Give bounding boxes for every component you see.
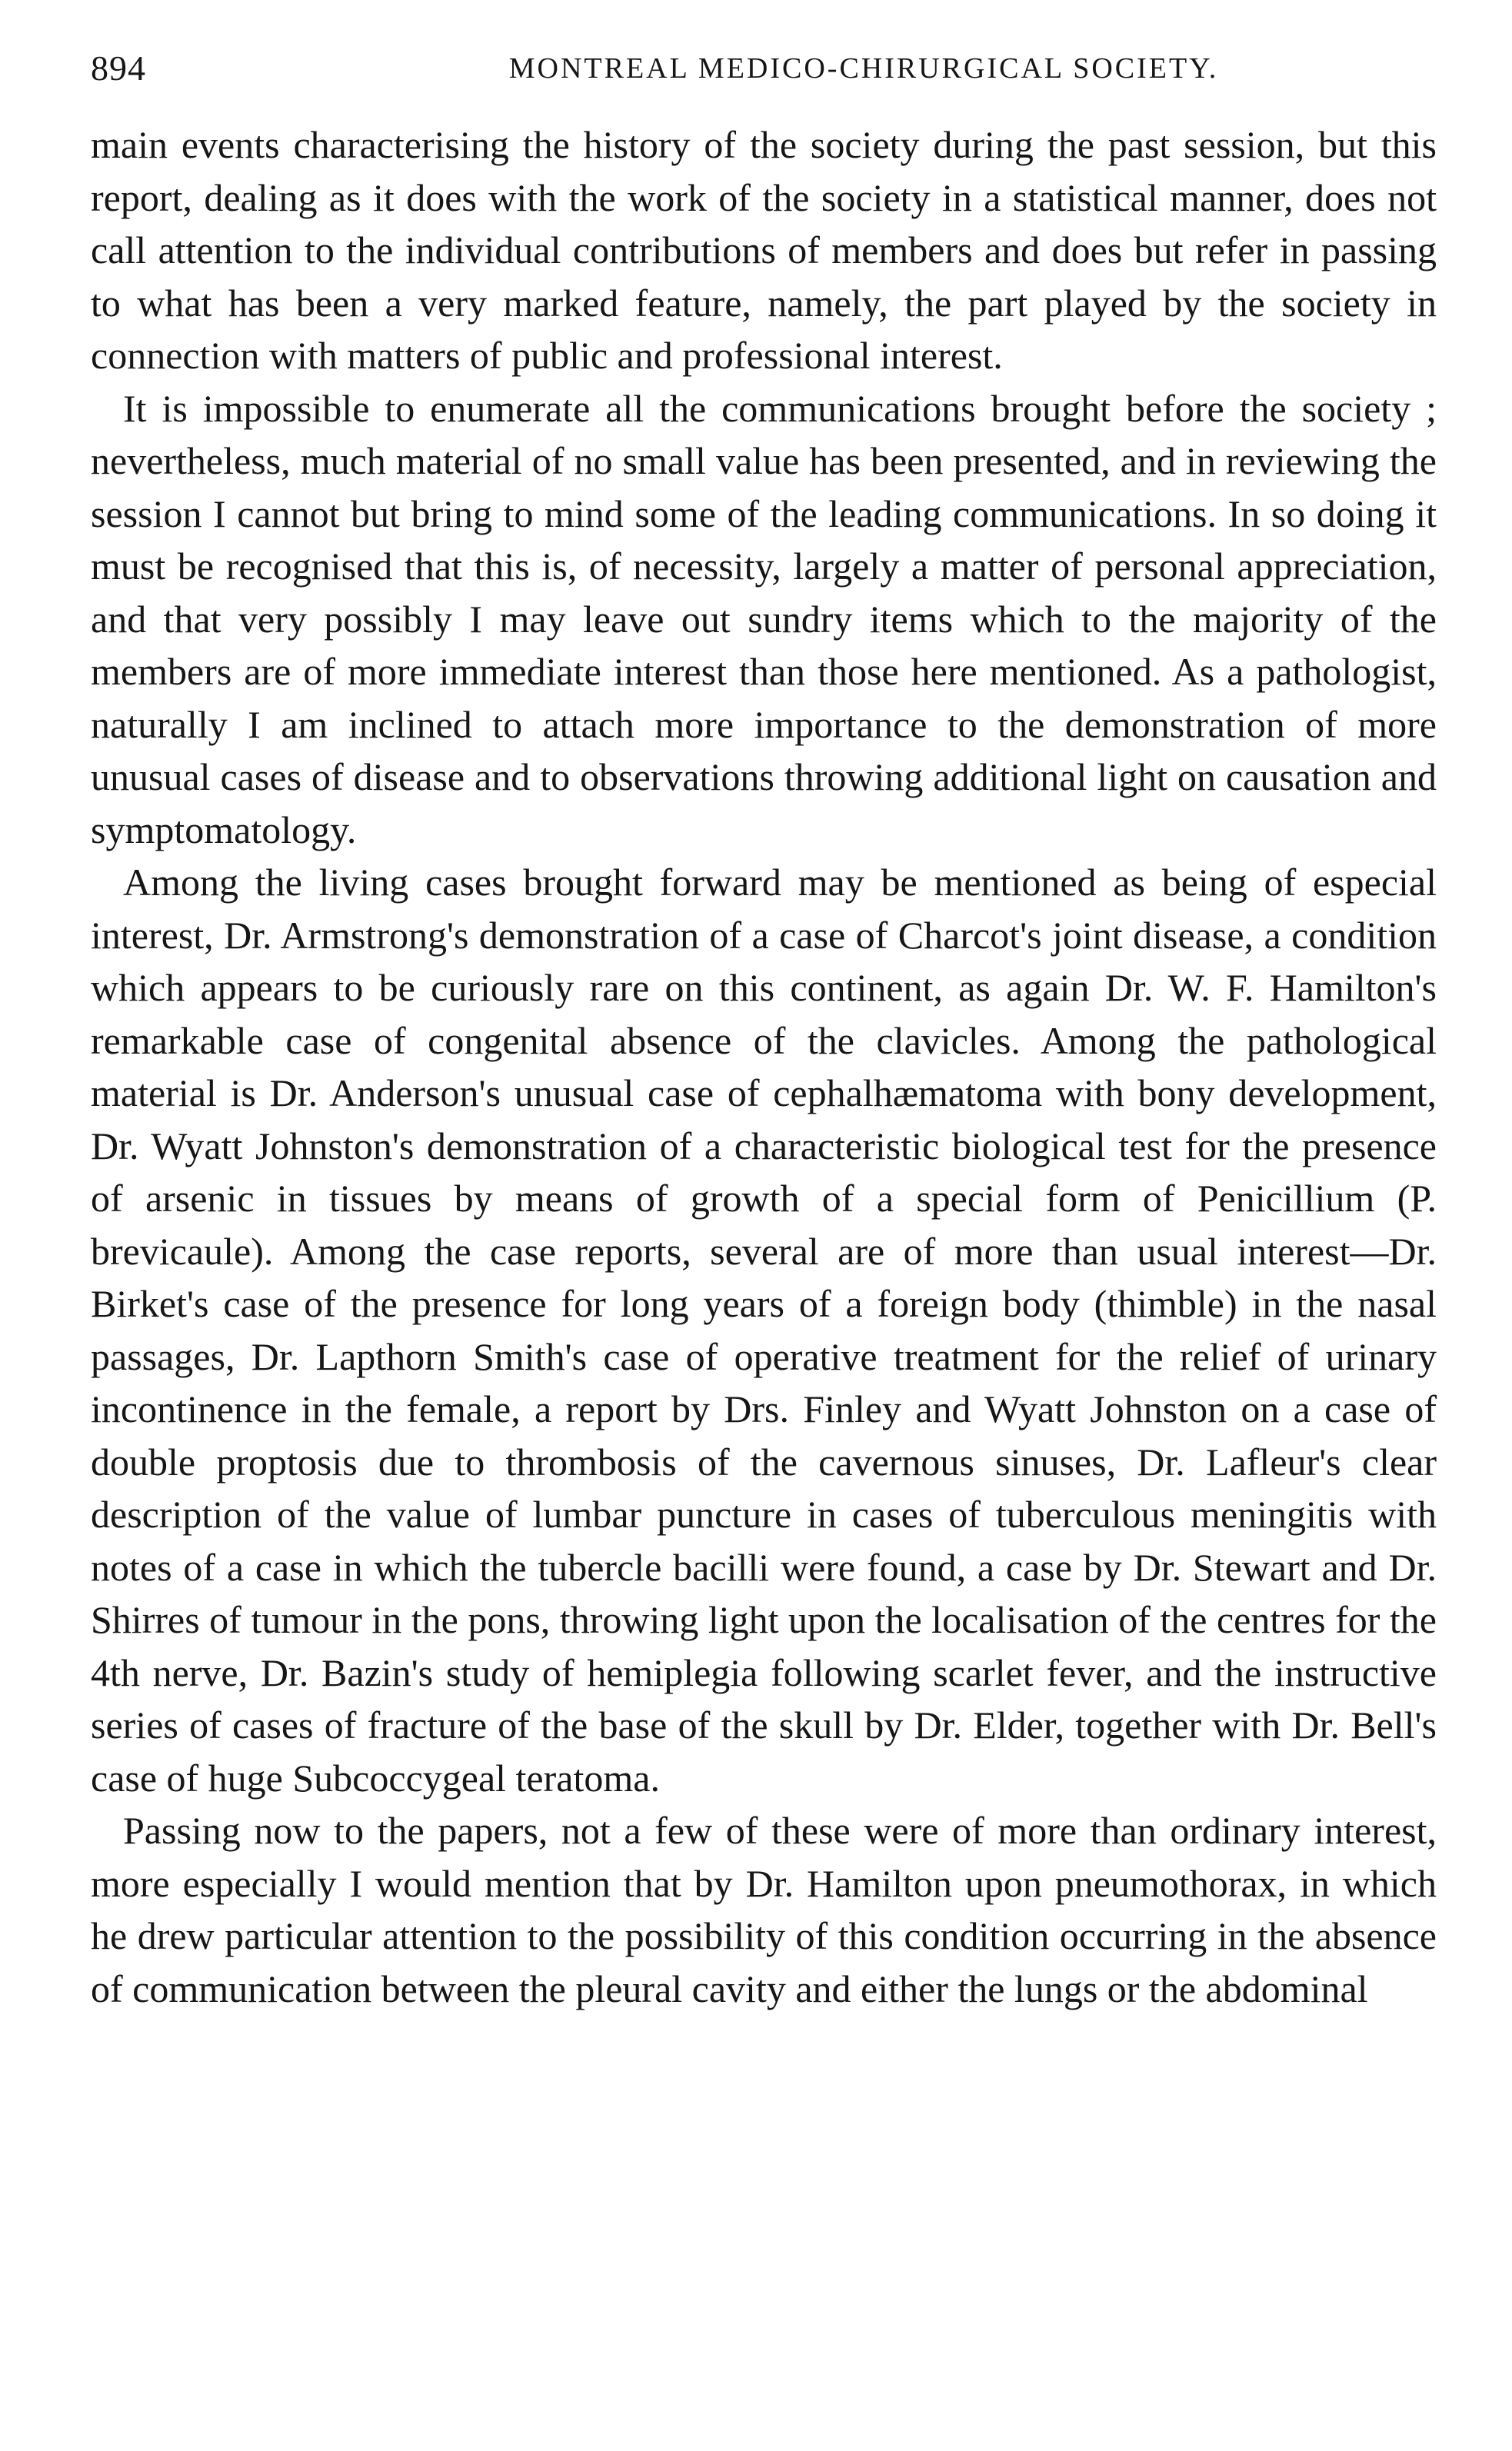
running-title: MONTREAL MEDICO-CHIRURGICAL SOCIETY. — [508, 52, 1219, 85]
body-text — [91, 118, 1437, 2015]
book-page — [91, 34, 1437, 2015]
paragraph-living-cases: Among the living cases brought forward may be mentioned as being of especial interest, Dr. Armstrong's demonstration of a case of Charcot's joint disease, a condition which appears to be curiously rare on this continent, as again Dr. W. F. Hamilton's remarkable case of congenital absence of the clavicles. Among the pathological material is Dr. Anderson's unusual case of cephalhæmatoma with bony development, Dr. Wyatt Johnston's demonstration of a characteristic biological test for the presence of arsenic in tissues by means of growth of a special form of Penicillium (P. brevicaule). Among the case reports, several are of more than usual interest—Dr. Birket's case of the presence for long years of a foreign body (thimble) in the nasal passages, Dr. Lapthorn Smith's case of operative treatment for the relief of urinary incontinence in the female, a report by Drs. Finley and Wyatt Johnston on a case of double proptosis due to thrombosis of the cavernous sinuses, Dr. Lafleur's clear description of the value of lumbar puncture in cases of tuberculous meningitis with notes of a case in which the tubercle bacilli were found, a case by Dr. Stewart and Dr. Shirres of tumour in the pons, throwing light upon the localisation of the centres for the 4th nerve, Dr. Bazin's study of hemiplegia following scarlet fever, and the instructive series of cases of fracture of the base of the skull by Dr. Elder, together with Dr. Bell's case of huge Subcoccygeal teratoma. — [91, 861, 1437, 1800]
paragraph-communications: It is impossible to enumerate all the communications brought before the society ; nevertheless, much material of no small value has been presented, and in reviewing the session I cannot but bring to mind some of the leading communications. In so doing it must be recognised that this is, of necessity, largely a matter of personal appreciation, and that very possibly I may leave out sundry items which to the majority of the members are of more immediate interest than those here mentioned. As a pathologist, naturally I am inclined to attach more importance to the demonstration of more unusual cases of disease and to observations throwing additional light on causation and symptomatology. — [91, 386, 1437, 851]
paragraph-continued: main events characterising the history of the society during the past session, but this report, dealing as it does with the work of the society in a statistical manner, does not call attention to the individual contributions of members and does but refer in passing to what has been a very marked feature, namely, the part played by the society in connection with matters of public and professional interest. — [91, 123, 1437, 377]
page-number: 894 — [91, 48, 146, 88]
paragraph-papers: Passing now to the papers, not a few of these were of more than ordinary interest, more especially I would mention that by Dr. Hamilton upon pneumothorax, in which he drew particular attention to the possibility of this condition occurring in the absence of communication between the pleural cavity and either the lungs or the abdominal — [91, 1809, 1437, 2010]
running-header — [91, 34, 1437, 103]
